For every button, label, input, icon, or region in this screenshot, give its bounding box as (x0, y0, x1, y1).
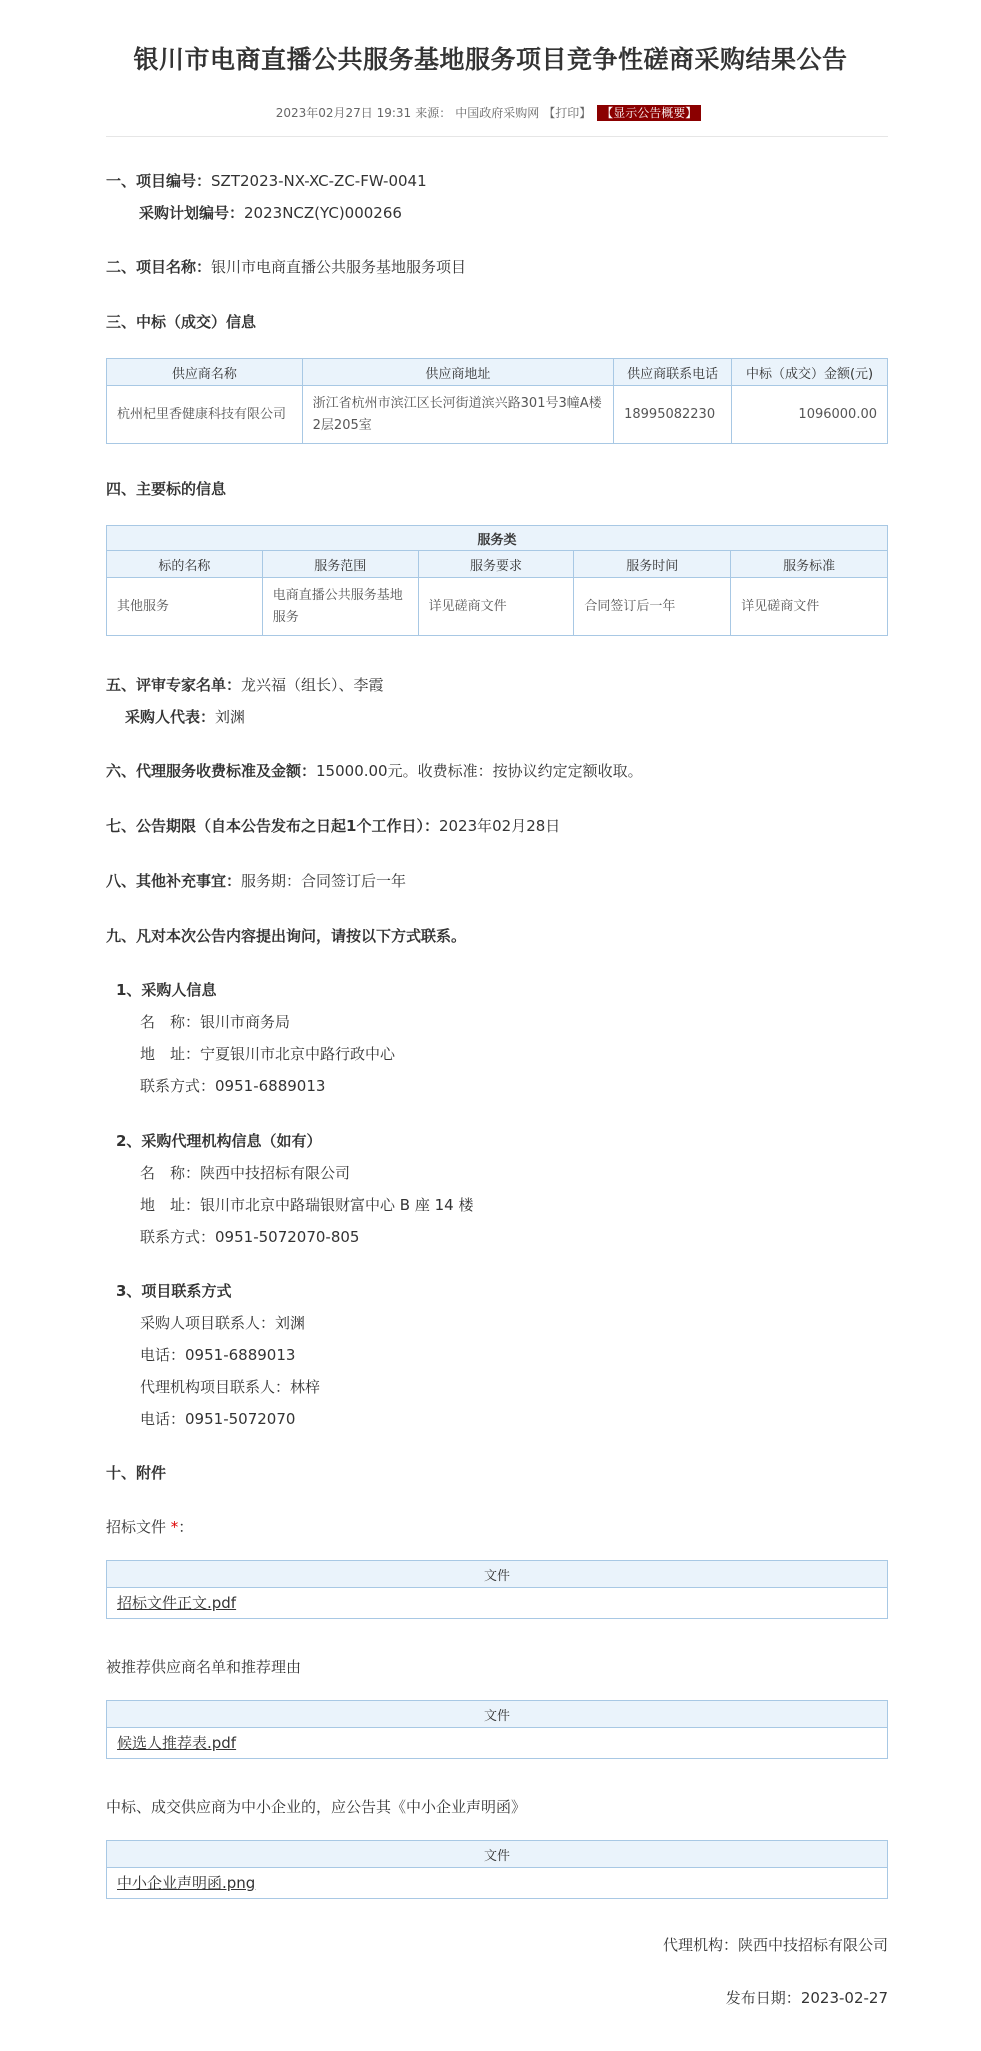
source-label: 来源： (415, 106, 452, 120)
recommend-label: 被推荐供应商名单和推荐理由 (106, 1658, 302, 1676)
agency-project-phone-value: 0951-5072070 (185, 1410, 296, 1428)
table-cell: 详见磋商文件 (731, 578, 888, 636)
buyer-project-contact-label: 采购人项目联系人： (140, 1314, 276, 1332)
agency-project-phone-label: 电话： (140, 1410, 186, 1428)
subject-table (106, 525, 888, 636)
agency-name-label: 名 称： (140, 1164, 201, 1182)
table-cell: 详见磋商文件 (418, 578, 574, 636)
plan-number (139, 202, 402, 223)
agency-info-title: 2、采购代理机构信息（如有） (116, 1132, 322, 1150)
table-header: 标的名称 (107, 551, 263, 578)
agency-name-value: 陕西中技招标有限公司 (200, 1164, 351, 1182)
agency-contact-value: 0951-5072070-805 (215, 1228, 360, 1246)
experts (106, 674, 384, 695)
agency-project-contact (140, 1376, 320, 1397)
page-title: 银川市电商直播公共服务基地服务项目竞争性磋商采购结果公告 (133, 45, 848, 74)
agency-address (140, 1194, 473, 1215)
project-name-value: 银川市电商直播公共服务基地服务项目 (211, 258, 467, 276)
agency-fee (106, 760, 643, 781)
table-header: 文件 (107, 1841, 888, 1868)
project-number-value: SZT2023-NX-XC-ZC-FW-0041 (211, 172, 427, 190)
table-header: 供应商名称 (107, 359, 303, 386)
agency-signature-label: 代理机构： (662, 1936, 738, 1954)
supplier-address: 浙江省杭州市滨江区长河街道滨兴路301号3幢A楼2层205室 (302, 386, 613, 444)
agency-address-value: 银川市北京中路瑞银财富中心 B 座 14 楼 (200, 1196, 474, 1214)
table-header: 供应商联系电话 (614, 359, 732, 386)
buyer-rep-label: 采购人代表： (125, 708, 216, 726)
buyer-address-label: 地 址： (140, 1045, 201, 1063)
recommend-table (106, 1700, 888, 1759)
recommend-file-link[interactable]: 候选人推荐表.pdf (117, 1734, 237, 1752)
required-star: * (170, 1518, 179, 1536)
agency-address-label: 地 址： (140, 1196, 201, 1214)
label-colon: ： (178, 1518, 194, 1536)
publish-datetime: 2023年02月27日 19:31 (275, 106, 412, 120)
agency-signature-value: 陕西中技招标有限公司 (737, 1936, 888, 1954)
table-header: 服务标准 (731, 551, 888, 578)
buyer-contact (140, 1075, 325, 1096)
table-header: 服务范围 (262, 551, 418, 578)
tender-doc-label (106, 1516, 193, 1537)
winning-amount: 1096000.00 (732, 386, 888, 444)
publish-date-label: 发布日期： (725, 1989, 801, 2007)
notice-period-value: 2023年02月28日 (438, 817, 561, 835)
sme-table (106, 1840, 888, 1899)
subject-heading: 四、主要标的信息 (106, 480, 227, 498)
print-button[interactable]: 【打印】 (543, 106, 592, 120)
buyer-address-value: 宁夏银川市北京中路行政中心 (200, 1045, 396, 1063)
buyer-contact-value: 0951-6889013 (215, 1077, 326, 1095)
winner-heading: 三、中标（成交）信息 (106, 313, 257, 331)
agency-project-phone (140, 1408, 295, 1429)
tender-doc-table (106, 1560, 888, 1619)
buyer-name-label: 名 称： (140, 1013, 201, 1031)
buyer-address (140, 1043, 395, 1064)
publish-date (726, 1987, 888, 2008)
table-header: 服务时间 (574, 551, 731, 578)
summary-button[interactable]: 【显示公告概要】 (597, 105, 701, 121)
buyer-project-phone-label: 电话： (140, 1346, 186, 1364)
table-cell: 其他服务 (107, 578, 263, 636)
agency-signature (663, 1934, 888, 1955)
notice-period-label: 七、公告期限（自本公告发布之日起1个工作日）： (106, 817, 439, 835)
table-header: 文件 (107, 1561, 888, 1588)
table-group-header: 服务类 (107, 526, 888, 551)
divider (106, 136, 888, 137)
project-name-label: 二、项目名称： (106, 258, 212, 276)
agency-name (140, 1162, 350, 1183)
table-cell: 电商直播公共服务基地服务 (262, 578, 418, 636)
agency-contact-label: 联系方式： (140, 1228, 216, 1246)
project-contact-title: 3、项目联系方式 (116, 1282, 232, 1300)
buyer-project-phone (140, 1344, 295, 1365)
buyer-rep (125, 706, 245, 727)
attachments-heading: 十、附件 (106, 1464, 167, 1482)
supplier-name: 杭州杞里香健康科技有限公司 (107, 386, 303, 444)
contact-heading: 九、凡对本次公告内容提出询问，请按以下方式联系。 (106, 927, 467, 945)
other-matters (106, 870, 406, 891)
plan-number-value: 2023NCZ(YC)000266 (244, 204, 402, 222)
agency-project-contact-value: 林梓 (290, 1378, 321, 1396)
buyer-name-value: 银川市商务局 (200, 1013, 291, 1031)
sme-label: 中标、成交供应商为中小企业的，应公告其《中小企业声明函》 (106, 1798, 527, 1816)
tender-doc-label-text: 招标文件 (106, 1518, 167, 1536)
project-name (106, 256, 466, 277)
table-cell: 合同签订后一年 (574, 578, 731, 636)
experts-value: 龙兴福（组长）、李霞 (241, 676, 384, 694)
project-number-label: 一、项目编号： (106, 172, 212, 190)
agency-contact (140, 1226, 359, 1247)
table-header: 文件 (107, 1701, 888, 1728)
source-link[interactable]: 中国政府采购网 (455, 106, 540, 120)
plan-number-label: 采购计划编号： (139, 204, 245, 222)
buyer-name (140, 1011, 290, 1032)
buyer-project-contact-value: 刘渊 (275, 1314, 306, 1332)
table-header: 中标（成交）金额(元) (732, 359, 888, 386)
buyer-info-title: 1、采购人信息 (116, 981, 217, 999)
sme-file-link[interactable]: 中小企业声明函.png (117, 1874, 256, 1892)
agency-project-contact-label: 代理机构项目联系人： (140, 1378, 291, 1396)
buyer-rep-value: 刘渊 (215, 708, 246, 726)
experts-label: 五、评审专家名单： (106, 676, 242, 694)
meta-line (0, 104, 981, 121)
agency-fee-value: 15000.00元。收费标准：按协议约定定额收取。 (316, 762, 643, 780)
project-number (106, 170, 427, 191)
tender-doc-file-link[interactable]: 招标文件正文.pdf (117, 1594, 237, 1612)
winner-table (106, 358, 888, 444)
publish-date-value: 2023-02-27 (800, 1989, 888, 2007)
table-header: 供应商地址 (302, 359, 613, 386)
buyer-contact-label: 联系方式： (140, 1077, 216, 1095)
notice-period (106, 815, 560, 836)
other-matters-label: 八、其他补充事宜： (106, 872, 242, 890)
other-matters-value: 服务期：合同签订后一年 (241, 872, 407, 890)
agency-fee-label: 六、代理服务收费标准及金额： (106, 762, 317, 780)
table-header: 服务要求 (418, 551, 574, 578)
buyer-project-contact (140, 1312, 305, 1333)
supplier-phone: 18995082230 (614, 386, 732, 444)
buyer-project-phone-value: 0951-6889013 (185, 1346, 296, 1364)
